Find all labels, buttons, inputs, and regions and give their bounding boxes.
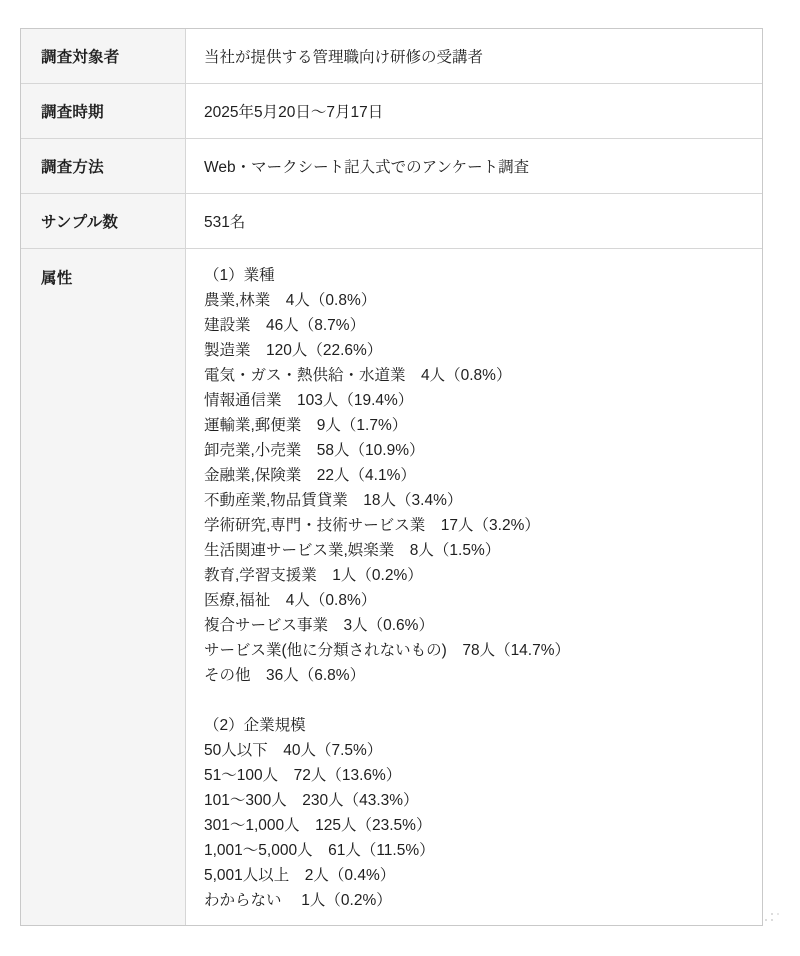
attribute-line: 建設業 46人（8.7%） xyxy=(204,317,366,334)
table-row xyxy=(21,249,762,925)
attribute-section-company-size xyxy=(204,713,744,913)
attribute-line: 農業,林業 4人（0.8%） xyxy=(204,292,377,309)
row-value-method: Web・マークシート記入式でのアンケート調査 xyxy=(204,159,530,176)
attribute-section-industry xyxy=(204,263,744,688)
row-label-method: 調査方法 xyxy=(21,139,186,193)
attribute-line: 生活関連サービス業,娯楽業 8人（1.5%） xyxy=(204,542,501,559)
row-value-period: 2025年5月20日〜7月17日 xyxy=(204,104,384,121)
attribute-line: 運輸業,郵便業 9人（1.7%） xyxy=(204,417,408,434)
table-row xyxy=(21,194,762,249)
table-row xyxy=(21,29,762,84)
attribute-line: 1,001〜5,000人 61人（11.5%） xyxy=(204,842,435,859)
attribute-line: 医療,福祉 4人（0.8%） xyxy=(204,592,377,609)
row-label-target: 調査対象者 xyxy=(21,29,186,83)
attribute-line: 101〜300人 230人（43.3%） xyxy=(204,792,419,809)
attribute-line: その他 36人（6.8%） xyxy=(204,667,366,684)
resize-grip-icon[interactable] xyxy=(765,913,775,923)
attribute-line: 51〜100人 72人（13.6%） xyxy=(204,767,402,784)
survey-info-table xyxy=(20,28,763,926)
row-value-target: 当社が提供する管理職向け研修の受講者 xyxy=(204,49,484,66)
attribute-line: 50人以下 40人（7.5%） xyxy=(204,742,383,759)
attribute-line: 金融業,保険業 22人（4.1%） xyxy=(204,467,416,484)
attribute-line: 5,001人以上 2人（0.4%） xyxy=(204,867,396,884)
attribute-line: 卸売業,小売業 58人（10.9%） xyxy=(204,442,425,459)
row-value-sample-size: 531名 xyxy=(204,214,246,231)
attribute-line: 教育,学習支援業 1人（0.2%） xyxy=(204,567,423,584)
attribute-line: 301〜1,000人 125人（23.5%） xyxy=(204,817,432,834)
row-label-attributes: 属性 xyxy=(21,249,186,925)
attribute-line: 情報通信業 103人（19.4%） xyxy=(204,392,414,409)
attribute-line: 製造業 120人（22.6%） xyxy=(204,342,383,359)
attribute-line: サービス業(他に分類されないもの) 78人（14.7%） xyxy=(204,642,571,659)
attribute-line: 電気・ガス・熱供給・水道業 4人（0.8%） xyxy=(204,367,512,384)
attribute-line: 不動産業,物品賃貸業 18人（3.4%） xyxy=(204,492,463,509)
attribute-line: わからない 1人（0.2%） xyxy=(204,892,392,909)
row-value-attributes xyxy=(186,249,762,925)
attribute-section-title: （1）業種 xyxy=(204,267,275,284)
attribute-section-title: （2）企業規模 xyxy=(204,717,306,734)
row-label-period: 調査時期 xyxy=(21,84,186,138)
attribute-line: 複合サービス事業 3人（0.6%） xyxy=(204,617,434,634)
table-row xyxy=(21,84,762,139)
row-label-sample-size: サンプル数 xyxy=(21,194,186,248)
table-row xyxy=(21,139,762,194)
attribute-line: 学術研究,専門・技術サービス業 17人（3.2%） xyxy=(204,517,540,534)
